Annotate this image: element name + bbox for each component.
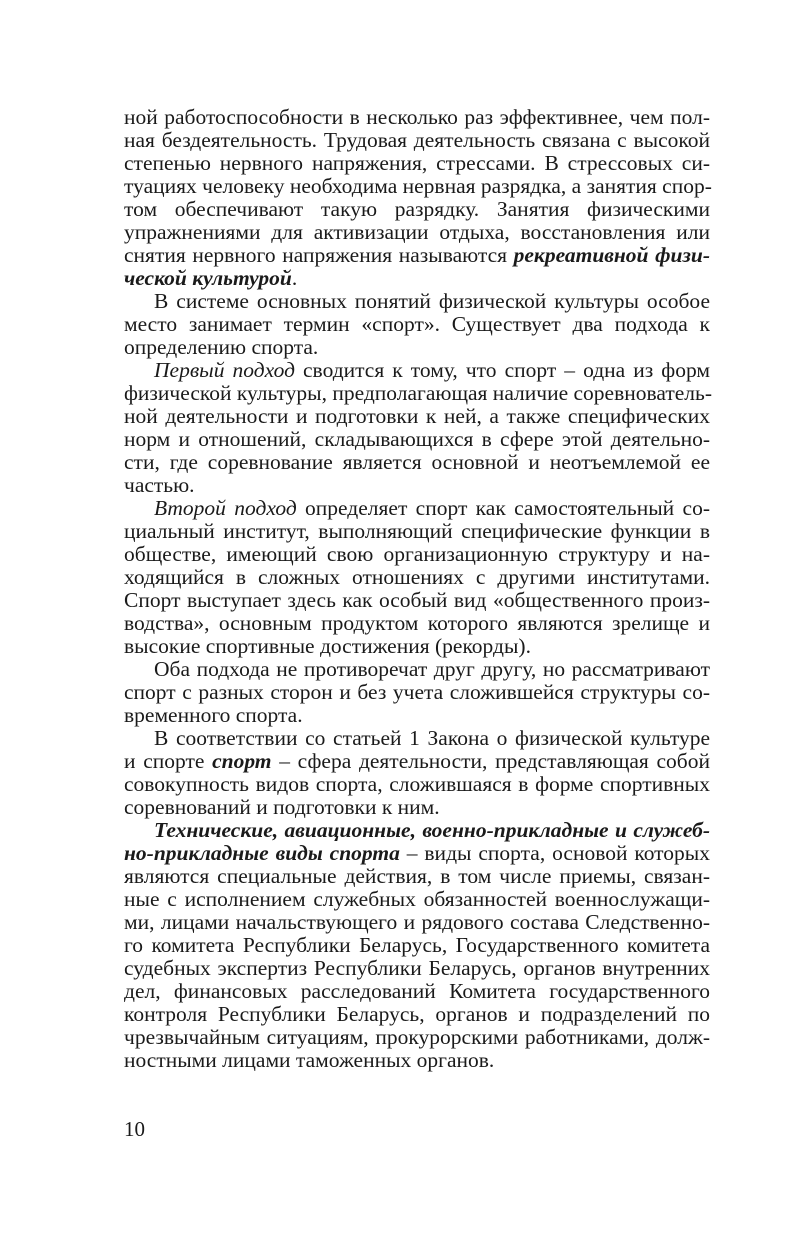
text-line — [124, 1026, 710, 1049]
text-line — [124, 658, 710, 681]
text-segment: совокупность видов спорта, сложившаяся в форме спортивных — [124, 772, 710, 796]
text-line — [124, 221, 710, 244]
text-line — [124, 612, 710, 635]
text-line — [124, 543, 710, 566]
text-segment: го комитета Республики Беларусь, Государственного комитета — [124, 933, 710, 957]
text-line — [124, 474, 710, 497]
emphasized-text: но-прикладные виды спорта — [124, 841, 400, 865]
text-line — [124, 796, 710, 819]
text-segment: В соответствии со статьей 1 Закона о физической культуре — [154, 726, 710, 750]
text-segment: сти, где соревнование является основной и неотъемлемой ее — [124, 450, 710, 474]
paragraph — [124, 497, 710, 658]
text-line — [124, 1049, 710, 1072]
text-line — [124, 566, 710, 589]
text-segment: норм и отношений, складывающихся в сфере этой деятельно- — [124, 427, 710, 451]
emphasized-text: Первый подход — [154, 358, 295, 382]
paragraph — [124, 106, 710, 290]
text-segment: высокие спортивные достижения (рекорды). — [124, 634, 531, 658]
text-line — [124, 428, 710, 451]
text-segment: соревнований и подготовки к ним. — [124, 795, 440, 819]
text-segment: туациях человеку необходима нервная разрядка, а занятия спор- — [124, 174, 712, 198]
text-line — [124, 819, 710, 842]
text-segment: обществе, имеющий свою организационную структуру и на- — [124, 542, 710, 566]
text-line — [124, 175, 710, 198]
text-segment: ная бездеятельность. Трудовая деятельность связана с высокой — [124, 128, 710, 152]
text-line — [124, 681, 710, 704]
text-segment: сводится к тому, что спорт – одна из форм — [294, 358, 711, 382]
text-segment: определению спорта. — [124, 335, 319, 359]
text-segment: ные с исполнением служебных обязанностей военнослужащи- — [124, 887, 710, 911]
text-segment: и спорте — [124, 749, 213, 773]
text-segment: являются специальные действия, в том числе приемы, связан- — [124, 864, 710, 888]
text-line — [124, 635, 710, 658]
emphasized-text: рекреативной физи- — [513, 243, 710, 267]
text-line — [124, 313, 710, 336]
emphasized-text: ческой культурой — [124, 266, 292, 290]
paragraph — [124, 359, 710, 497]
text-segment: ной деятельности и подготовки к ней, а также специфических — [124, 404, 710, 428]
text-segment: чрезвычайным ситуациям, прокурорскими работниками, долж- — [124, 1025, 710, 1049]
text-segment: В системе основных понятий физической культуры особое — [154, 289, 710, 313]
text-line — [124, 727, 710, 750]
text-line — [124, 589, 710, 612]
text-segment: . — [291, 266, 298, 290]
text-segment: ной работоспособности в несколько раз эффективнее, чем пол- — [124, 105, 710, 129]
text-line — [124, 290, 710, 313]
text-line — [124, 244, 710, 267]
text-segment: ностными лицами таможенных органов. — [124, 1048, 495, 1072]
emphasized-text: спорт — [212, 749, 272, 773]
paragraph — [124, 727, 710, 819]
text-segment: циальный институт, выполняющий специфические функции в — [124, 519, 710, 543]
text-segment: – сфера деятельности, представляющая собой — [271, 749, 710, 773]
text-segment: – виды спорта, основой которых — [399, 841, 710, 865]
text-line — [124, 750, 710, 773]
paragraph — [124, 658, 710, 727]
text-line — [124, 267, 710, 290]
page-number: 10 — [124, 1117, 145, 1141]
text-segment: дел, финансовых расследований Комитета государственного — [124, 979, 710, 1003]
text-line — [124, 520, 710, 543]
text-segment: физической культуры, предполагающая наличие соревнователь- — [124, 381, 712, 405]
paragraph — [124, 290, 710, 359]
emphasized-text: Технические, авиационные, военно-прикладные и служеб- — [154, 818, 710, 842]
text-line — [124, 129, 710, 152]
text-line — [124, 888, 710, 911]
text-segment: упражнениями для активизации отдыха, восстановления или — [124, 220, 710, 244]
text-line — [124, 451, 710, 474]
emphasized-text: Второй подход — [154, 496, 297, 520]
text-segment: ходящийся в сложных отношениях с другими институтами. — [124, 565, 710, 589]
text-line — [124, 934, 710, 957]
text-line — [124, 405, 710, 428]
text-segment: Спорт выступает здесь как особый вид «общественного произ- — [124, 588, 710, 612]
text-segment: временного спорта. — [124, 703, 303, 727]
text-line — [124, 773, 710, 796]
text-line — [124, 152, 710, 175]
text-segment: том обеспечивают такую разрядку. Занятия физическими — [124, 197, 710, 221]
text-segment: судебных экспертиз Республики Беларусь, органов внутренних — [124, 956, 710, 980]
text-line — [124, 865, 710, 888]
text-segment: ми, лицами начальствующего и рядового состава Следственно- — [124, 910, 710, 934]
text-segment: Оба подхода не противоречат друг другу, но рассматривают — [154, 657, 710, 681]
text-line — [124, 336, 710, 359]
text-line — [124, 980, 710, 1003]
text-segment: определяет спорт как самостоятельный со- — [296, 496, 710, 520]
text-line — [124, 911, 710, 934]
text-line — [124, 382, 710, 405]
text-line — [124, 359, 710, 382]
paragraph — [124, 819, 710, 1072]
text-segment: частью. — [124, 473, 195, 497]
text-line — [124, 957, 710, 980]
text-line — [124, 198, 710, 221]
text-line — [124, 842, 710, 865]
text-line — [124, 704, 710, 727]
page-body — [124, 106, 710, 1072]
text-segment: степенью нервного напряжения, стрессами. В стрессовых си- — [124, 151, 710, 175]
text-segment: контроля Республики Беларусь, органов и подразделений по — [124, 1002, 710, 1026]
text-line — [124, 106, 710, 129]
text-line — [124, 1003, 710, 1026]
text-segment: водства», основным продуктом которого являются зрелище и — [124, 611, 710, 635]
text-segment: место занимает термин «спорт». Существует два подхода к — [124, 312, 710, 336]
text-line — [124, 497, 710, 520]
text-segment: снятия нервного напряжения называются — [124, 243, 514, 267]
text-segment: спорт с разных сторон и без учета сложившейся структуры со- — [124, 680, 710, 704]
